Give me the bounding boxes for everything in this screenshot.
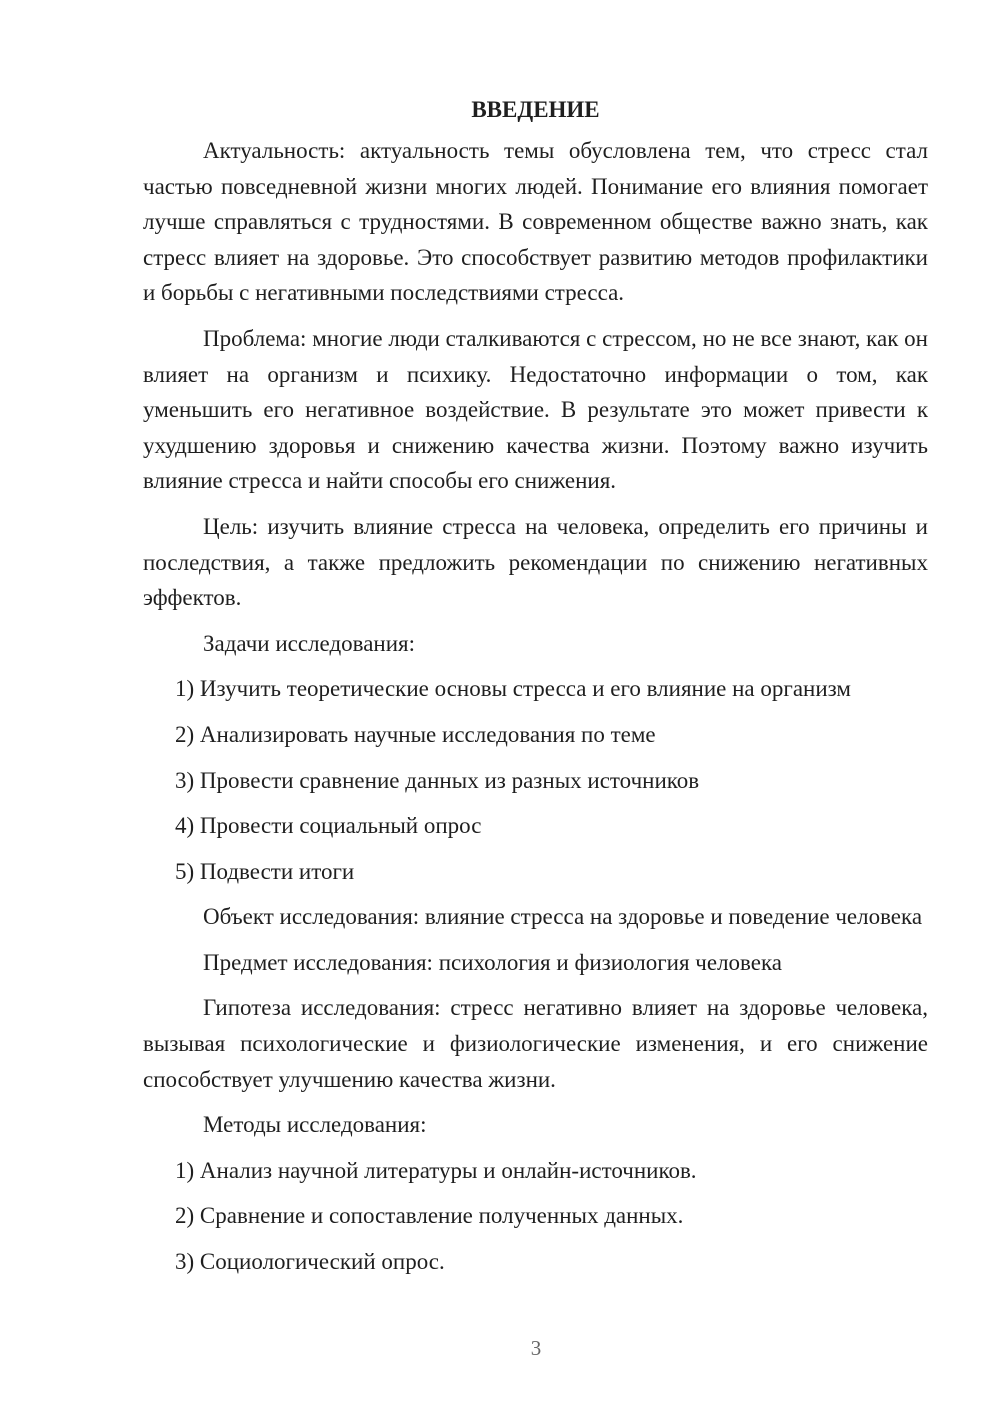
- subject-paragraph: Предмет исследования: психология и физиология человека: [203, 949, 783, 975]
- problem-paragraph: Проблема: многие люди сталкиваются с стрессом, но не все знают, как он влияет на организм и психику. Недостаточно информации о том, как уменьшить его негативное воздействие. В результате это может привести к ухудшению здоровья и снижению качества жизни. Поэтому важно изучить влияние стресса и найти способы его снижения.: [143, 325, 928, 494]
- task-item: 2) Анализировать научные исследования по теме: [175, 721, 656, 747]
- task-item: 5) Подвести итоги: [175, 858, 355, 884]
- task-item: 4) Провести социальный опрос: [175, 813, 482, 839]
- task-item: 3) Провести сравнение данных из разных источников: [175, 767, 700, 793]
- method-item: 1) Анализ научной литературы и онлайн-источников.: [175, 1157, 697, 1183]
- task-item: 1) Изучить теоретические основы стресса и его влияние на организм: [175, 676, 851, 702]
- goal-paragraph: Цель: изучить влияние стресса на человека, определить его причины и последствия, а также предложить рекомендации по снижению негативных эффектов.: [143, 513, 928, 611]
- tasks-title: Задачи исследования:: [203, 630, 416, 656]
- method-item: 2) Сравнение и сопоставление полученных данных.: [175, 1203, 684, 1229]
- object-paragraph: Объект исследования: влияние стресса на здоровье и поведение человека: [203, 904, 923, 930]
- tasks-list: [143, 671, 928, 889]
- page-number: 3: [530, 1336, 542, 1360]
- relevance-paragraph: Актуальность: актуальность темы обусловлена тем, что стресс стал частью повседневной жизни многих людей. Понимание его влияния помогает лучше справляться с трудностями. В современном обществе важно знать, как стресс влияет на здоровье. Это способствует развитию методов профилактики и борьбы с негативными последствиями стресса.: [143, 138, 928, 306]
- methods-title: Методы исследования:: [203, 1112, 427, 1138]
- methods-list: [143, 1153, 928, 1280]
- hypothesis-paragraph: Гипотеза исследования: стресс негативно влияет на здоровье человека, вызывая психологические и физиологические изменения, и его снижение способствует улучшению качества жизни.: [143, 995, 928, 1092]
- method-item: 3) Социологический опрос.: [175, 1249, 445, 1275]
- page-content: [143, 92, 928, 1290]
- section-heading: ВВЕДЕНИЕ: [471, 97, 600, 122]
